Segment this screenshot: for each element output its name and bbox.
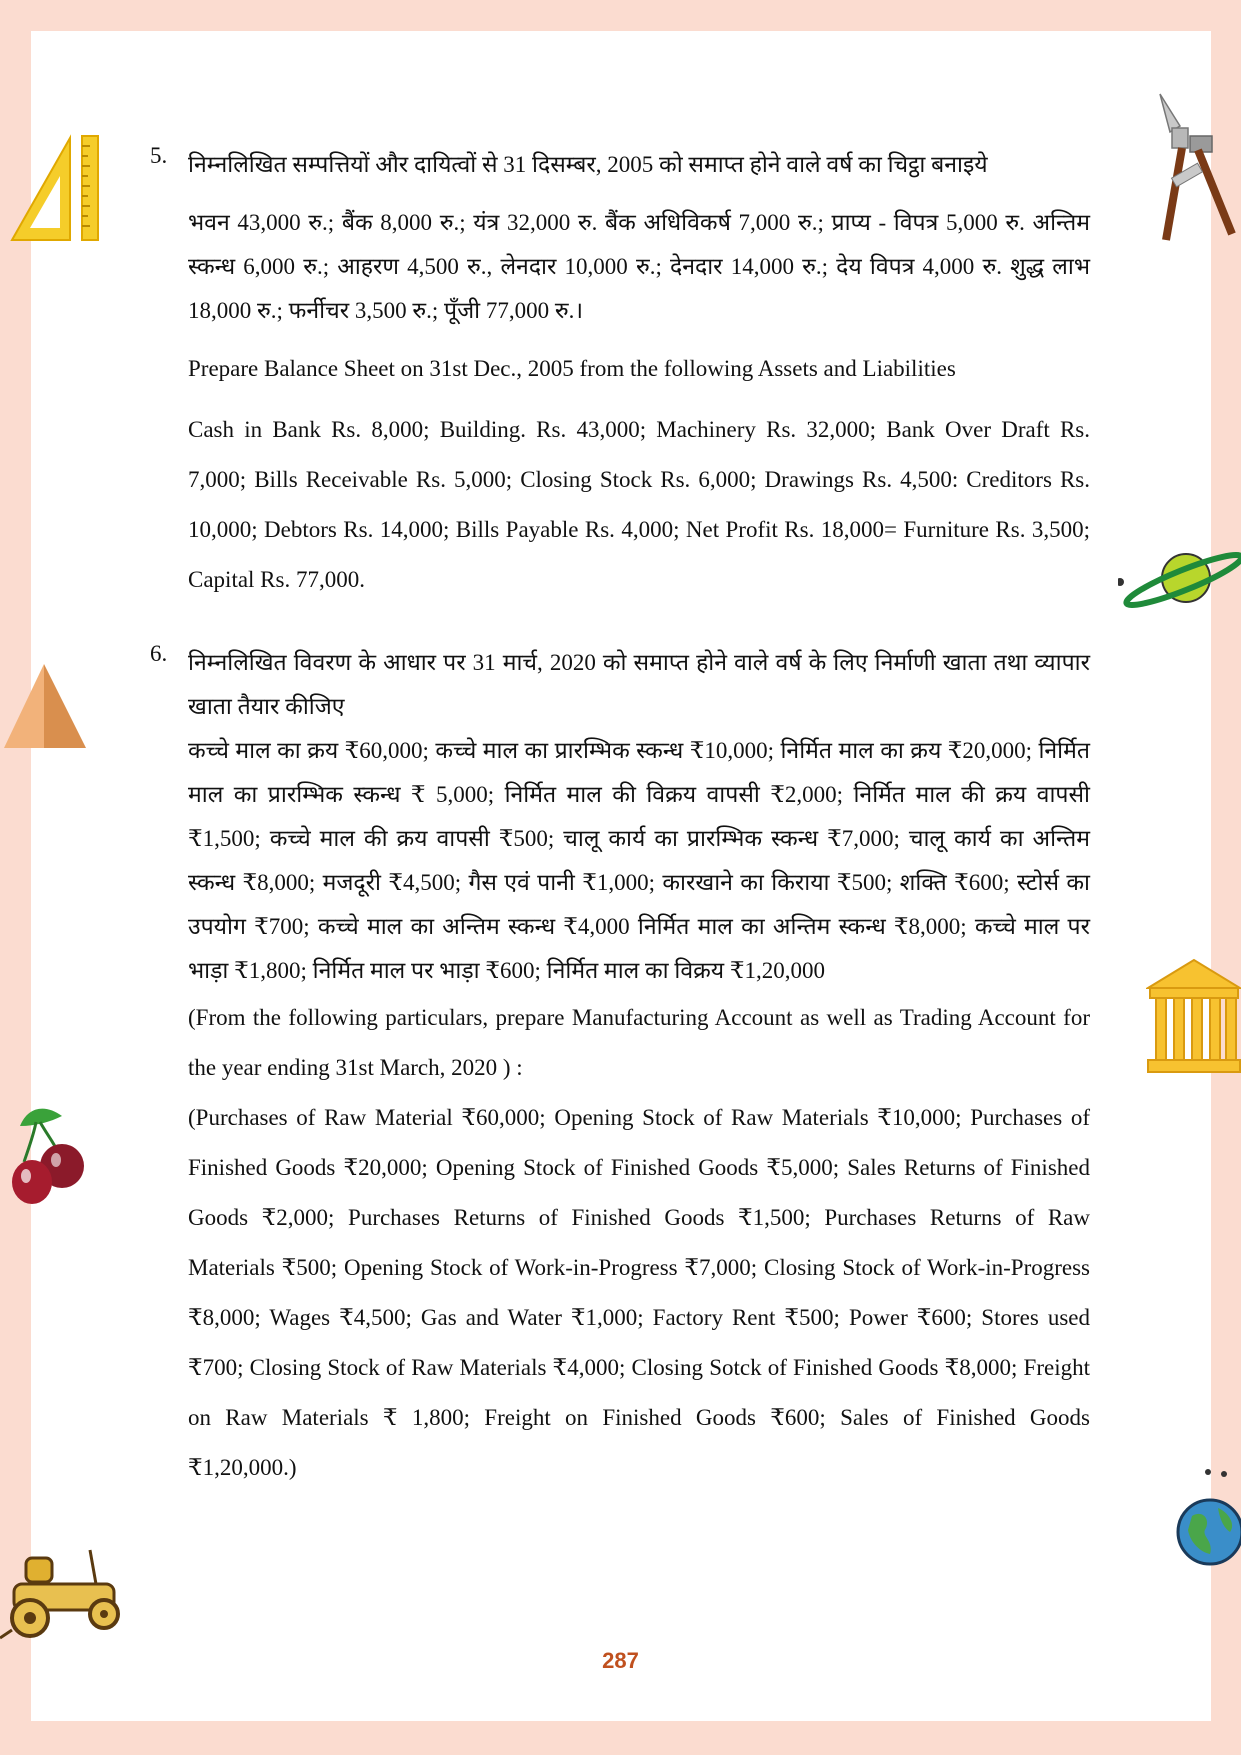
question-english-body: (Purchases of Raw Material ₹60,000; Opening Stock of Raw Materials ₹10,000; Purchases of Finished Goods ₹20,000; Opening Stock of Finished Goods ₹5,000; Sales Returns of Finished Goods ₹2,000; Purchases Returns of Finished Goods ₹1,500; Purchases Returns of Raw Materials ₹500; Opening Stock of Work-in-Progress ₹7,000; Closing Stock of Work-in-Progress ₹8,000; Wages ₹4,500; Gas and Water ₹1,000; Factory Rent ₹500; Power ₹600; Stores used ₹700; Closing Stock of Raw Materials ₹4,000; Closing Sotck of Finished Goods ₹8,000; Freight on Raw Materials ₹ 1,800; Freight on Finished Goods ₹600; Sales of Finished Goods ₹1,20,000.) [188, 1105, 1090, 1480]
question-hindi-title: निम्नलिखित विवरण के आधार पर 31 मार्च, 2020 को समाप्त होने वाले वर्ष के लिए निर्माणी खाता तथा व्यापार खाता तैयार कीजिए [188, 650, 1090, 719]
question-number: 5. [150, 143, 168, 168]
question-english-title: (From the following particulars, prepare Manufacturing Account as well as Trading Account for the year ending 31st March, 2020 ) : [188, 1005, 1090, 1080]
question-hindi-body: कच्चे माल का क्रय ₹60,000; कच्चे माल का प्रारम्भिक स्कन्ध ₹10,000; निर्मित माल का क्रय ₹20,000; निर्मित माल का प्रारम्भिक स्कन्ध ₹ 5,000; निर्मित माल की विक्रय वापसी ₹2,000; निर्मित माल की क्रय वापसी ₹1,500; कच्चे माल की क्रय वापसी ₹500; चालू कार्य का प्रारम्भिक स्कन्ध ₹7,000; चालू कार्य का अन्तिम स्कन्ध ₹8,000; मजदूरी ₹4,500; गैस एवं पानी ₹1,000; कारखाने का किराया ₹500; शक्ति ₹600; स्टोर्स का उपयोग ₹700; कच्चे माल का अन्तिम स्कन्ध ₹4,000 निर्मित माल का अन्तिम स्कन्ध ₹8,000; कच्चे माल पर भाड़ा ₹1,800; निर्मित माल पर भाड़ा ₹600; निर्मित माल का विक्रय ₹1,20,000 [188, 738, 1090, 983]
question-6 [150, 641, 1090, 1493]
globe-icon [1170, 1466, 1241, 1570]
question-number: 6. [150, 641, 168, 666]
ruler-set-square-icon [8, 132, 104, 244]
vintage-car-icon [0, 1544, 128, 1644]
temple-icon [1146, 958, 1241, 1074]
question-hindi-title: निम्नलिखित सम्पत्तियों और दायित्वों से 31 दिसम्बर, 2005 को समाप्त होने वाले वर्ष का चिट्ठा बनाइये [188, 152, 988, 177]
page-number: 287 [602, 1648, 639, 1673]
question-english-body: Cash in Bank Rs. 8,000; Building. Rs. 43,000; Machinery Rs. 32,000; Bank Over Draft Rs. 7,000; Bills Receivable Rs. 5,000; Closing Stock Rs. 6,000; Drawings Rs. 4,500: Creditors Rs. 10,000; Debtors Rs. 14,000; Bills Payable Rs. 4,000; Net Profit Rs. 18,000= Furniture Rs. 3,500; Capital Rs. 77,000. [188, 417, 1090, 592]
planet-icon [1118, 542, 1241, 612]
tools-icon [1152, 92, 1237, 242]
pyramid-icon [2, 662, 88, 750]
question-english-title: Prepare Balance Sheet on 31st Dec., 2005 from the following Assets and Liabilities [188, 356, 956, 381]
question-5 [150, 143, 1090, 605]
cherries-icon [6, 1100, 88, 1208]
question-hindi-body: भवन 43,000 रु.; बैंक 8,000 रु.; यंत्र 32,000 रु. बैंक अधिविकर्ष 7,000 रु.; प्राप्य - विपत्र 5,000 रु. अन्तिम स्कन्ध 6,000 रु.; आहरण 4,500 रु., लेनदार 10,000 रु.; देनदार 14,000 रु.; देय विपत्र 4,000 रु. शुद्ध लाभ 18,000 रु.; फर्नीचर 3,500 रु.; पूँजी 77,000 रु.। [188, 210, 1090, 323]
